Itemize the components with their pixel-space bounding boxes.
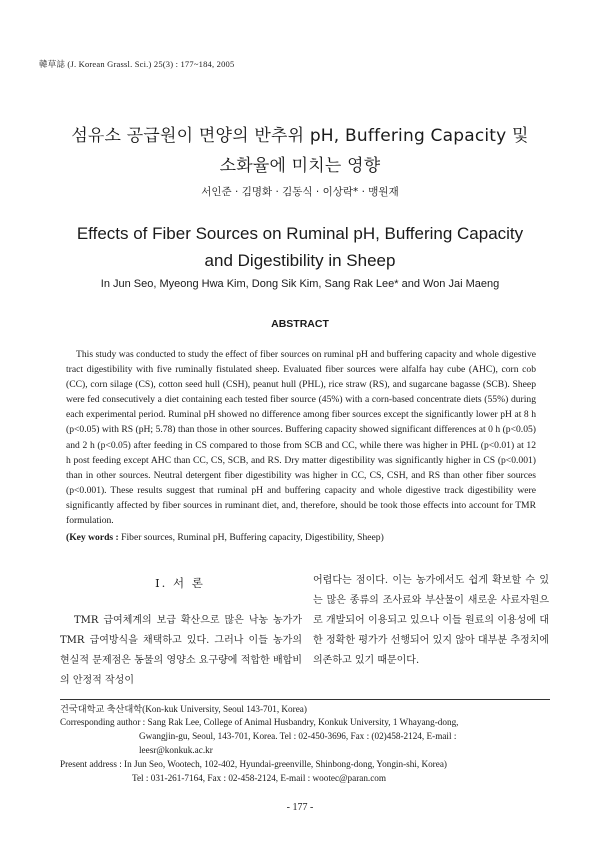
footnote-affiliation: 건국대학교 축산대학(Kon-kuk University, Seoul 143-701, Korea) — [60, 704, 307, 714]
korean-title-line-2: 소화율에 미치는 영향 — [219, 156, 381, 176]
intro-right-column: 어렵다는 점이다. 이는 농가에서도 쉽게 확보할 수 있는 많은 종류의 조사료와 부산물이 새로운 사료자원으로 개발되어 이용되고 있으나 이들 원료의 이용성에 대한 정확한 평가가 선행되어 있지 않아 대부분 추정치에 의존하고 있기 때문이다. — [313, 575, 549, 666]
corresponding-email: leesr@konkuk.ac.kr — [139, 745, 213, 756]
english-title-line-1: Effects of Fiber Sources on Ruminal pH, Buffering Capacity — [76, 224, 524, 243]
present-address-line-2: Tel : 031-261-7164, Fax : 02-458-2124, E-mail : wootec@paran.com — [132, 773, 387, 784]
corresponding-line-1: Corresponding author : Sang Rak Lee, College of Animal Husbandry, Konkuk University, 1 Whayang-dong, — [60, 717, 459, 727]
page-number: - 177 - — [286, 802, 314, 813]
footnote-divider — [60, 699, 550, 700]
footnote-present-address — [60, 757, 550, 785]
abstract-body: This study was conducted to study the effect of fiber sources on ruminal pH and buffering capacity and whole digestive tract digestibility with five ruminally fistulated sheep. Evaluated fiber sources were alfalfa hay cube (AHC), corn cob (CC), corn silage (CS), cotton seed hull (CSH), peanut hull (PHL), rice straw (RS), and sugarcane bagasse (SCB). Sheep were fed consecutively a diet containing each tested fiber source (45%) with a corn-based concentrate diets (55%) during each experimental period. Ruminal pH showed no difference among fiber sources except the significantly lower pH at 8 h (p<0.05) with RS (pH; 5.78) than those in other sources. Buffering capacity showed significant differences at 0 h (p<0.05) and 2 h (p<0.05) after feeding in CS compared to those from SCB and CC, while there was higher in PHL (p<0.01) at 12 h post feeding except AHC than CC, CS, SCB, and RS. Dry matter digestibility was significantly higher in CS (p<0.001) than in other sources. Neutral detergent fiber digestibility was higher in CC, CS, CSH, and RS than other fiber sources (p<0.001). These results suggest that ruminal pH and buffering capacity and whole digestive track digestibility were significantly affected by fiber sources in ruminant diet, and, therefore, should be took those effects into account for TMR formulation. — [66, 349, 536, 527]
journal-reference: 韓草誌 (J. Korean Grassl. Sci.) 25(3) : 177~184, 2005 — [39, 59, 235, 69]
korean-authors: 서인준 · 김명화 · 김동식 · 이상락* · 맹원재 — [201, 186, 399, 198]
corresponding-line-2: Gwangjin-gu, Seoul, 143-701, Korea. Tel : 02-450-3696, Fax : (02)458-2124, E-mail : — [139, 731, 457, 742]
keywords-label: (Key words : — [66, 532, 119, 543]
english-authors: In Jun Seo, Myeong Hwa Kim, Dong Sik Kim, Sang Rak Lee* and Won Jai Maeng — [100, 278, 500, 290]
korean-title-line-1: 섬유소 공급원이 면양의 반추위 pH, Buffering Capacity 및 — [71, 126, 529, 146]
present-address-line-1: Present address : In Jun Seo, Wootech, 102-402, Hyundai-greenville, Shinbong-dong, Yongin-shi, Korea) — [60, 759, 447, 769]
intro-left-column: TMR 급여체계의 보급 확산으로 많은 낙농 농가가 TMR 급여방식을 채택하고 있다. 그러나 이들 농가의 현실적 문제점은 동물의 영양소 요구량에 적합한 배합비의 안정적 작성이 — [60, 615, 302, 686]
section-heading-introduction: Ⅰ. 서 론 — [155, 576, 205, 590]
abstract-heading: ABSTRACT — [271, 318, 329, 330]
keywords-text: Fiber sources, Ruminal pH, Buffering capacity, Digestibility, Sheep) — [118, 532, 384, 543]
english-title-line-2: and Digestibility in Sheep — [204, 251, 396, 270]
footnote-corresponding-author — [60, 715, 550, 758]
keywords — [66, 532, 536, 543]
